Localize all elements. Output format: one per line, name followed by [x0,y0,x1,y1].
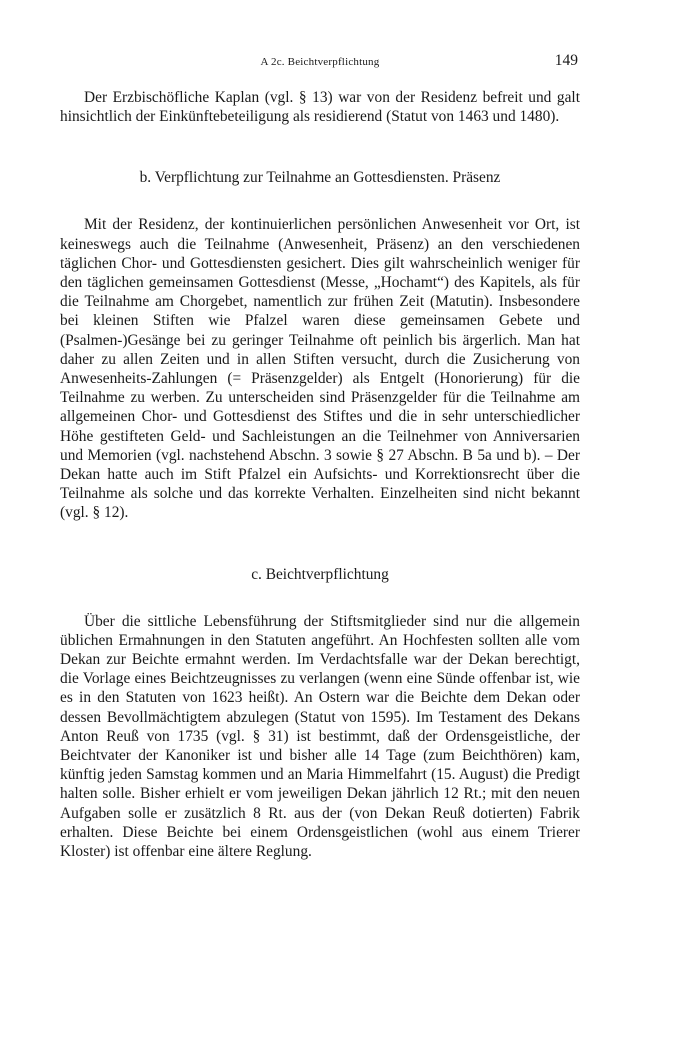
body-text [60,88,580,861]
paragraph-chaplain: Der Erzbischöfliche Kaplan (vgl. § 13) war von der Residenz befreit und galt hinsichtlich der Einkünftebeteiligung als residierend (Statut von 1463 und 1480). [60,89,580,126]
running-head [60,52,580,72]
page-number: 149 [554,52,578,69]
section-heading-c: c. Beichtverpflichtung [251,565,389,583]
running-title: A 2c. Beichtverpflichtung [260,56,380,68]
section-heading-b: b. Verpflichtung zur Teilnahme an Gottesdiensten. Präsenz [139,169,501,187]
paragraph-attendance: Mit der Residenz, der kontinuierlichen persönlichen Anwesenheit vor Ort, ist keineswegs auch die Teilnahme (Anwesenheit, Präsenz) an den verschiedenen täglichen Chor- und Gottesdiensten gesichert. Dies gilt wahrscheinlich weniger für den täglichen gemeinsamen Gottesdienst (Messe, „Hochamt“) des Kapitels, als für die Teilnahme am Chorgebet, namentlich zur frühen Zeit (Matutin). Insbesondere bei kleinen Stiften wie Pfalzel waren diese gemeinsamen Gebete und (Psalmen-)Gesänge bei zu geringer Teilnahme oft peinlich bis ärgerlich. Man hat daher zu allen Zeiten und in allen Stiften versucht, durch die Zusicherung von Anwesenheits-Zahlungen (= Präsenzgelder) als Entgelt (Honorierung) für die Teilnahme zu werben. Zu unterscheiden sind Präsenzgelder für die Teilnahme am allgemeinen Chor- und Gottesdienst des Stiftes und die in sehr unterschiedlicher Höhe gestifteten Geld- und Sachleistungen an die Teilnehmer von Anniversarien und Memorien (vgl. nachstehend Abschn. 3 sowie § 27 Abschn. B 5a und b). – Der Dekan hatte auch im Stift Pfalzel ein Aufsichts- und Korrektionsrecht über die Teilnahme als solche und das korrekte Verhalten. Einzelheiten sind nicht bekannt (vgl. § 12). [60,216,580,522]
paragraph-confession: Über die sittliche Lebensführung der Stiftsmitglieder sind nur die allgemein üblichen Ermahnungen in den Statuten angeführt. An Hochfesten sollten alle vom Dekan zur Beichte ermahnt werden. Im Verdachtsfalle war der Dekan berechtigt, die Vorlage eines Beichtzeugnisses zu verlangen (wenn eine Sünde offenbar ist, wie es in den Statuten von 1623 heißt). An Ostern war die Beichte dem Dekan oder dessen Bevollmächtigtem abzulegen (Statut von 1595). Im Testament des Dekans Anton Reuß von 1735 (vgl. § 31) ist bestimmt, daß der Ordensgeistliche, der Beichtvater der Kanoniker ist und bisher alle 14 Tage (zum Beichthören) kam, künftig jeden Samstag kommen und an Maria Himmelfahrt (15. August) die Predigt halten solle. Bisher erhielt er vom jeweiligen Dekan jährlich 12 Rt.; mit den neuen Aufgaben solle er zusätzlich 8 Rt. aus der (von Dekan Reuß dotierten) Fabrik erhalten. Diese Beichte bei einem Ordensgeistlichen (wohl aus einem Trierer Kloster) ist offenbar eine ältere Reglung. [60,612,580,861]
